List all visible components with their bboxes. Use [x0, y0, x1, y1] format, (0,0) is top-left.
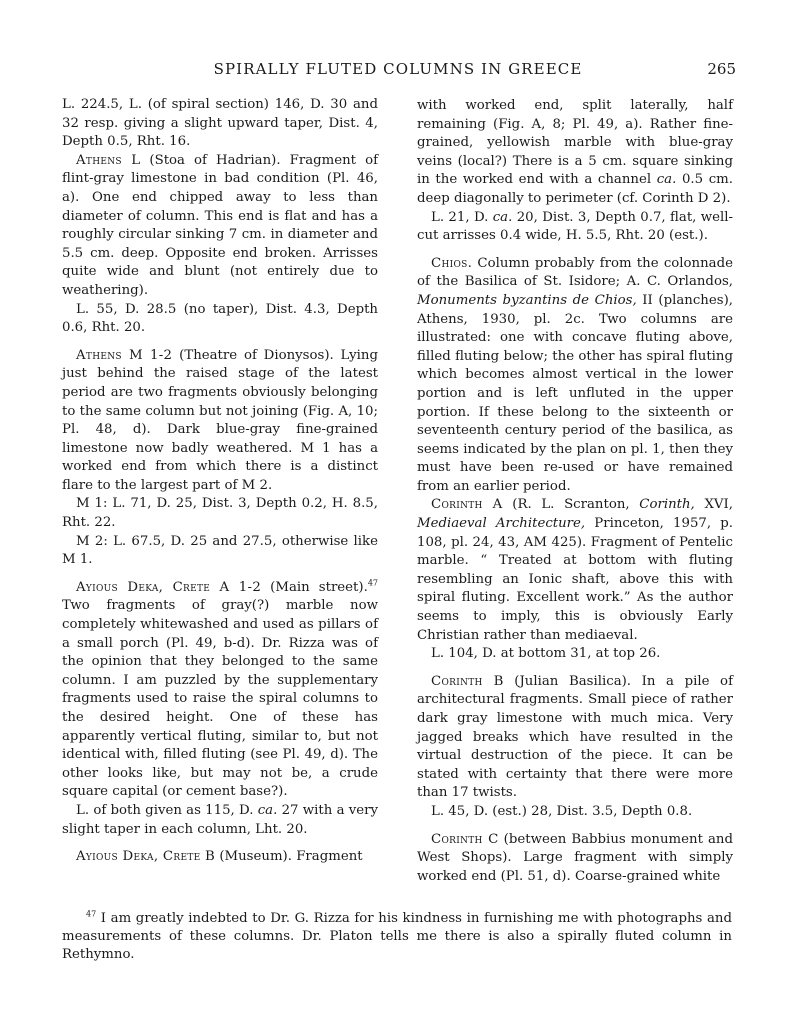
entry-corinth-a: Corinth A (R. L. Scranton, Corinth, XVI, Mediaeval Architecture, Princeton, 1957, p. 108, pl. 24, 43, AM 425). Fragment of Pentelic marble. “ Treated at bottom with fluting resembling an Ionic shaft, above this with spiral fluting. Excellent work.” As the author seems to imply, this is obviously Early Christian rather than mediaeval.	[417, 497, 734, 643]
entry-athens-l: Athens L (Stoa of Hadrian). Fragment of flint-gray limestone in bad condition (Pl. 46, a). One end chipped away to less than diameter of column. This end is flat and has a roughly circular sinking 7 cm. in diameter and 5.5 cm. deep. Opposite end broken. Arrisses quite wide and blunt (not entirely due to weathering).	[62, 152, 378, 298]
entry-heading: Corinth A	[431, 497, 503, 513]
entry-heading: Athens M 1-2	[76, 347, 173, 363]
entry-heading: Ayious Deka, Crete A 1-2	[76, 579, 262, 595]
entry-chios: Chios. Column probably from the colonnade of the Basilica of St. Isidore; A. C. Orlandos, Monuments byzantins de Chios, II (planches), Athens, 1930, pl. 2c. Two columns are illustrated: one with concave fluting above, filled fluting below; the other has spiral fluting which becomes almost vertical in the lower portion and is left unfluted in the upper portion. If these belong to the sixteenth or seventeenth century period of the basilica, as seems indicated by the plan on pl. 1, then they must have been re-used or have remained from an earlier period.	[417, 255, 733, 494]
page-number: 265	[707, 60, 736, 78]
measurements-m1: M 1: L. 71, D. 25, Dist. 3, Depth 0.2, H. 8.5, Rht. 22.	[62, 496, 378, 531]
measurements-corinth-b: L. 45, D. (est.) 28, Dist. 3.5, Depth 0.8.	[431, 803, 693, 819]
entry-ayious-deka-b: Ayious Deka, Crete B (Museum). Fragment	[76, 849, 363, 865]
running-title: SPIRALLY FLUTED COLUMNS IN GREECE	[213, 60, 583, 78]
right-column	[417, 97, 733, 886]
entry-heading: Corinth C	[431, 831, 499, 847]
footnote-ref[interactable]: 47	[367, 578, 378, 588]
entry-ayious-deka-a: Ayious Deka, Crete A 1-2 (Main street).$^{47}$ Two fragments of gray(?) marble now completely whitewashed and used as pillars of a small porch (Pl. 49, b-d). Dr. Rizza was of the opinion that they belonged to the same column. I am puzzled by the supplementary fragments used to raise the spiral columns to the desired height. One of these has apparently vertical fluting, similar to, but not identical with, filled fluting (see Pl. 49, d). The other looks like, but may not be, a crude square capital (or cement base?).	[62, 578, 378, 800]
measurements-ayious-deka-b: L. 21, D. ca. 20, Dist. 3, Depth 0.7, flat, well-cut arrisses 0.4 wide, H. 5.5, Rht. 20 (est.).	[417, 209, 734, 244]
left-column	[62, 96, 378, 867]
paragraph-continued: with worked end, split laterally, half remaining (Fig. A, 8; Pl. 49, a). Rather fine-grained, yellowish marble with blue-gray veins (local?) There is a 5 cm. square sinking in the worked end with a channel ca. 0.5 cm. deep diagonally to perimeter (cf. Corinth D 2).	[417, 98, 733, 206]
footnote-text: I am greatly indebted to Dr. G. Rizza for his kindness in furnishing me with photographs and measurements of these columns. Dr. Platon tells me there is also a spirally fluted column in Rethymno.	[62, 911, 732, 962]
entry-athens-m: Athens M 1-2 (Theatre of Dionysos). Lying just behind the raised stage of the latest period are two fragments obviously belonging to the same column but not joining (Fig. A, 10; Pl. 48, d). Dark blue-gray fine-grained limestone now badly weathered. M 1 has a worked end from which there is a distinct flare to the largest part of M 2.	[62, 347, 378, 493]
entry-heading: Corinth B	[431, 673, 504, 689]
measurements-athens-l: L. 55, D. 28.5 (no taper), Dist. 4.3, Depth 0.6, Rht. 20.	[62, 301, 378, 336]
paragraph-continued: L. 224.5, L. (of spiral section) 146, D. 30 and 32 resp. giving a slight upward taper, Dist. 4, Depth 0.5, Rht. 16.	[62, 97, 378, 150]
footnote-number: 47	[86, 909, 97, 919]
page-header	[60, 60, 736, 84]
measurements-corinth-a: L. 104, D. at bottom 31, at top 26.	[431, 646, 661, 662]
entry-heading: Athens L	[76, 152, 141, 168]
measurements-ayious-deka-a: L. of both given as 115, D. ca. 27 with a very slight taper in each column, Lht. 20.	[62, 802, 379, 837]
entry-corinth-c: Corinth C (between Babbius monument and West Shops). Large fragment with simply worked end (Pl. 51, d). Coarse-grained white	[417, 831, 733, 884]
measurements-m2: M 2: L. 67.5, D. 25 and 27.5, otherwise like M 1.	[62, 533, 378, 568]
entry-corinth-b: Corinth B (Julian Basilica). In a pile of architectural fragments. Small piece of rather dark gray limestone with much mica. Very jagged breaks which have resulted in the virtual destruction of the piece. It can be stated with certainty that there were more than 17 twists.	[417, 673, 733, 801]
footnote	[62, 910, 732, 964]
entry-heading: Chios.	[431, 255, 473, 271]
entry-heading: Ayious Deka, Crete B	[76, 849, 216, 865]
